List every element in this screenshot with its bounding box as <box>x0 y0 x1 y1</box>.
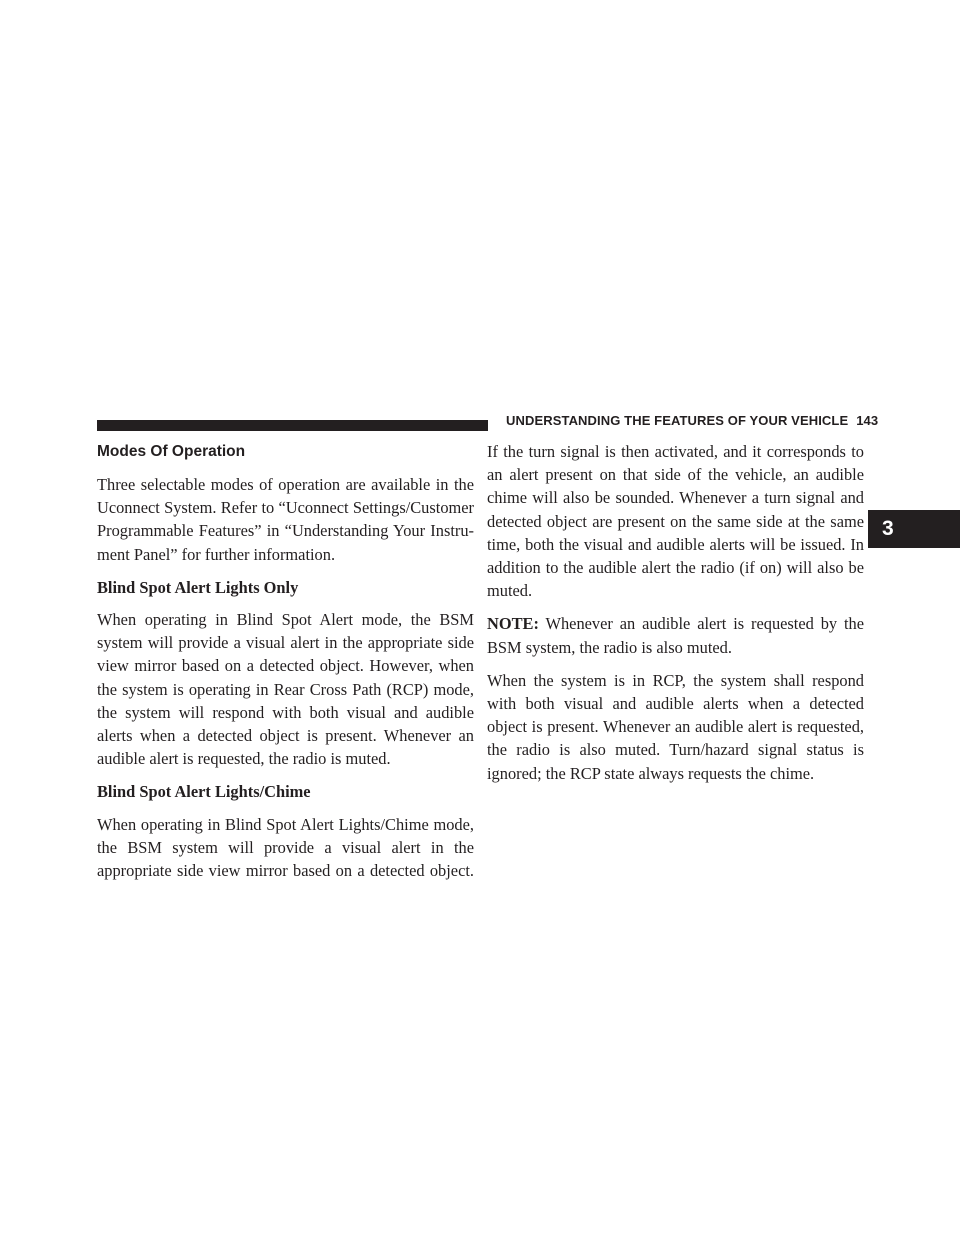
subheading-lights-chime: Blind Spot Alert Lights/Chime <box>97 782 311 802</box>
turn-signal-paragraph: If the turn signal is then activated, and it corresponds to an alert present on that side of the vehicle, an audible chime will also be sounded. Whenever a turn signal and detected object are present on the same side at the same time, both the visual and audible alerts will be issued. In addition to the audible alert the radio (if on) will also be muted. <box>487 442 864 601</box>
page-number: 143 <box>856 413 879 428</box>
note-text: Whenever an audible alert is requested by the BSM system, the radio is also muted. <box>487 614 864 657</box>
intro-paragraph: Three selectable modes of operation are available in the Uconnect System. Refer to “Uconnect Settings/Customer Programmable Features” in “Understanding Your Instru-ment Panel” for further information. <box>97 475 474 564</box>
note-paragraph <box>487 612 864 658</box>
lights-only-paragraph: When operating in Blind Spot Alert mode, the BSM system will provide a visual alert in the appropriate side view mirror based on a detected object. However, when the system is operating in Rear Cross Path (RCP) mode, the system will respond with both visual and audible alerts when a detected object is present. Whenever an audible alert is requested, the radio is muted. <box>97 610 474 769</box>
left-column <box>97 440 474 892</box>
header-title: UNDERSTANDING THE FEATURES OF YOUR VEHICLE <box>506 413 849 428</box>
chapter-tab: 3 <box>868 510 960 548</box>
note-label: NOTE: <box>487 614 539 634</box>
subheading-lights-only: Blind Spot Alert Lights Only <box>97 577 299 597</box>
header-rule <box>97 420 488 431</box>
running-header <box>506 413 879 428</box>
section-heading: Modes Of Operation <box>97 443 246 460</box>
rcp-paragraph: When the system is in RCP, the system shall respond with both visual and audible alerts when a detected object is present. Whenever an audible alert is requested, the radio is also muted. Turn/hazard signal status is ignored; the RCP state always requests the chime. <box>487 670 864 783</box>
lights-chime-paragraph: When operating in Blind Spot Alert Lights/Chime mode, the BSM system will provide a visual alert in the appropriate side view mirror based on a detected object. <box>97 814 474 881</box>
right-column <box>487 440 864 795</box>
